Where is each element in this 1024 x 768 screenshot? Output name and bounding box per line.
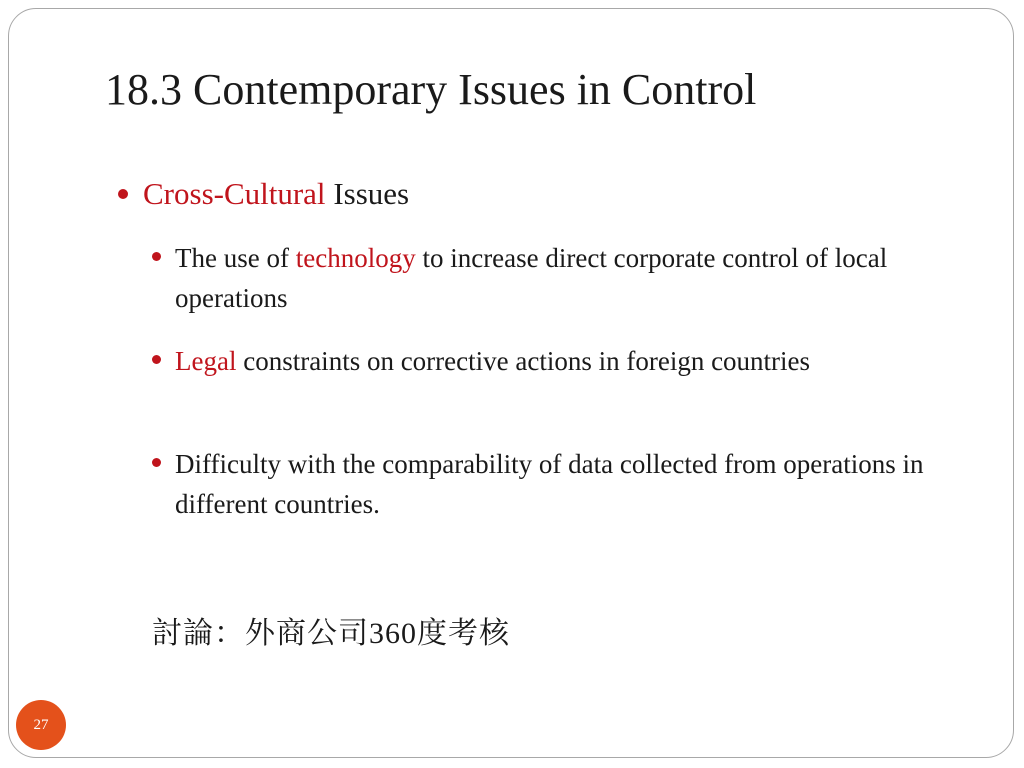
sub-bullet-after: constraints on corrective actions in foreign countries — [236, 346, 811, 376]
bullet-dot-icon — [118, 189, 128, 199]
sub-bullet-before: Difficulty with the comparability of data collected from operations in different countries. — [175, 449, 924, 519]
sub-bullet-highlight: technology — [295, 243, 416, 273]
sub-bullet-text — [175, 444, 982, 524]
sub-bullet-before: The use of — [175, 243, 296, 273]
sub-bullet-text — [175, 341, 982, 381]
discussion-prompt — [152, 612, 510, 656]
bullet-dot-icon — [152, 355, 161, 364]
page-number-badge: 27 — [16, 700, 66, 750]
discussion-suffix: 度考核 — [417, 616, 510, 651]
bullet-dot-icon — [152, 252, 161, 261]
bullet-dot-icon — [152, 458, 161, 467]
sub-bullet-after: to increase direct corporate control of local operations — [175, 243, 888, 313]
slide-title: 18.3 Contemporary Issues in Control — [105, 65, 757, 114]
discussion-prefix: 討論：外商公司 — [152, 616, 369, 651]
sub-bullet-highlight: Legal — [175, 346, 237, 376]
heading-highlight: Cross-Cultural — [143, 176, 326, 211]
sub-bullet-text — [175, 238, 982, 318]
sub-bullet-legal — [152, 341, 982, 381]
discussion-number: 360 — [369, 617, 417, 650]
heading-text — [143, 176, 409, 211]
sub-bullet-technology — [152, 238, 982, 318]
heading-bullet-cross-cultural — [118, 172, 409, 216]
heading-rest: Issues — [325, 176, 410, 211]
sub-bullet-data-comparability — [152, 444, 982, 524]
